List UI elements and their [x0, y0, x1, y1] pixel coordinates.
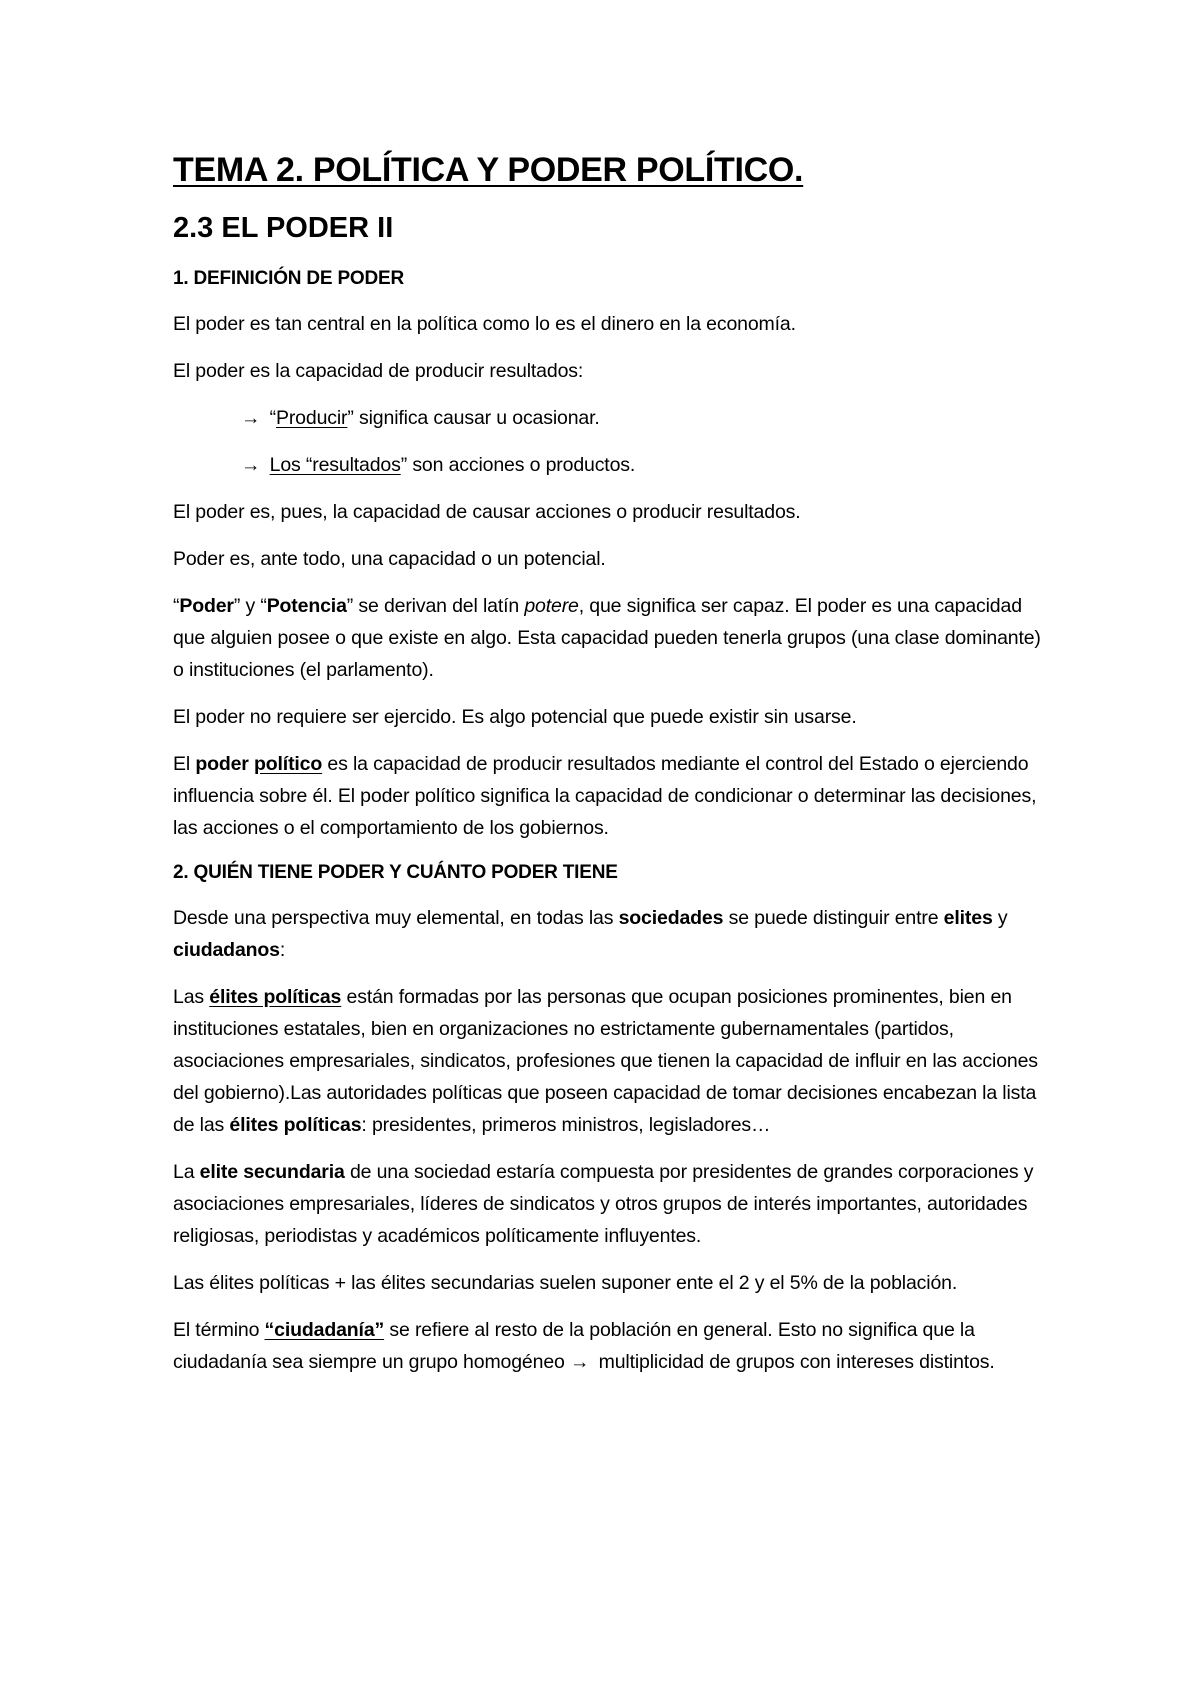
text-span: multiplicidad de grupos con intereses distintos. — [593, 1351, 995, 1373]
bold-term: élites políticas — [229, 1114, 362, 1136]
paragraph: Poder es, ante todo, una capacidad o un potencial. — [173, 548, 606, 570]
paragraph-elite-secundaria — [173, 1156, 1053, 1252]
section-heading-quien-tiene-poder: 2. QUIÉN TIENE PODER Y CUÁNTO PODER TIENE — [173, 862, 618, 883]
bold-term: Poder — [179, 595, 234, 617]
underlined-term: élites políticas — [209, 986, 342, 1008]
text-span: y — [992, 907, 1008, 929]
document-subtitle: 2.3 EL PODER II — [173, 212, 394, 244]
text-span: se puede distinguir entre — [723, 907, 944, 929]
bold-term: poder — [195, 753, 249, 775]
paragraph: El poder es la capacidad de producir resultados: — [173, 360, 584, 382]
underlined-term: Los “resultados — [269, 454, 401, 476]
document-page — [173, 150, 1053, 1378]
bullet-resultados — [173, 449, 1053, 481]
text-span: Desde una perspectiva muy elemental, en todas las — [173, 907, 619, 929]
text-span: ” y “ — [233, 595, 267, 617]
paragraph-ciudadania — [173, 1314, 1053, 1378]
text-span: : — [279, 939, 286, 961]
text-span: Las — [173, 986, 210, 1008]
paragraph-elites-ciudadanos — [173, 902, 1053, 966]
bold-term: elites — [943, 907, 993, 929]
paragraph-poder-politico — [173, 748, 1053, 844]
text-span: están formadas por las personas que ocupan posiciones prominentes, bien en instituciones estatales, bien en organizaciones no estrictamente gubernamentales (partidos, asociaciones empresariales, sindicatos, profesiones que tienen la capacidad de influir en las acciones del gobierno).Las autoridades políticas que poseen capacidad de tomar decisiones encabezan la lista de las — [173, 986, 1038, 1136]
paragraph-etimologia — [173, 590, 1053, 686]
italic-term: potere — [524, 595, 579, 617]
paragraph: El poder es, pues, la capacidad de causar acciones o producir resultados. — [173, 501, 801, 523]
bold-term: elite secundaria — [199, 1161, 345, 1183]
text-span: : presidentes, primeros ministros, legisladores… — [361, 1114, 771, 1136]
bold-term: ciudadanos — [173, 939, 280, 961]
bullet-producir — [173, 402, 1053, 434]
arrow-icon: → — [569, 1351, 590, 1373]
text-span: El — [173, 753, 196, 775]
text-span: “ — [269, 407, 276, 429]
text-span: se refiere al resto de la población en general. Esto no significa que la ciudadanía sea siempre un grupo homogéneo — [173, 1319, 975, 1373]
paragraph: Las élites políticas + las élites secundarias suelen suponer ente el 2 y el 5% de la población. — [173, 1272, 958, 1294]
paragraph: El poder no requiere ser ejercido. Es algo potencial que puede existir sin usarse. — [173, 706, 857, 728]
text-span: “ — [173, 595, 180, 617]
text-span: La — [173, 1161, 200, 1183]
text-span: El término — [173, 1319, 265, 1341]
text-span: , que significa ser capaz. El poder es una capacidad que alguien posee o que existe en algo. Esta capacidad pueden tenerla grupos (una clase dominante) o instituciones (el parlamento). — [173, 595, 1041, 681]
underlined-term: “ciudadanía” — [264, 1319, 385, 1341]
underlined-term: Producir — [275, 407, 348, 429]
bold-term: sociedades — [618, 907, 724, 929]
text-span: es la capacidad de producir resultados mediante el control del Estado o ejerciendo influencia sobre él. El poder político significa la capacidad de condicionar o determinar las decisiones, las acciones o el comportamiento de los gobiernos. — [173, 753, 1037, 839]
arrow-icon: → — [241, 454, 261, 476]
text-span: de una sociedad estaría compuesta por presidentes de grandes corporaciones y asociaciones empresariales, líderes de sindicatos y otros grupos de interés importantes, autoridades religiosas, periodistas y académicos políticamente influyentes. — [173, 1161, 1034, 1247]
text-span: ” se derivan del latín — [346, 595, 525, 617]
section-heading-definicion: 1. DEFINICIÓN DE PODER — [173, 268, 405, 289]
arrow-icon: → — [241, 407, 261, 429]
text-span: ” significa causar u ocasionar. — [347, 407, 600, 429]
paragraph-elites-politicas — [173, 981, 1053, 1141]
underlined-term: político — [254, 753, 323, 775]
text-span: ” son acciones o productos. — [400, 454, 636, 476]
document-title: TEMA 2. POLÍTICA Y PODER POLÍTICO. — [173, 151, 804, 189]
bold-term: Potencia — [266, 595, 347, 617]
paragraph: El poder es tan central en la política como lo es el dinero en la economía. — [173, 313, 796, 335]
